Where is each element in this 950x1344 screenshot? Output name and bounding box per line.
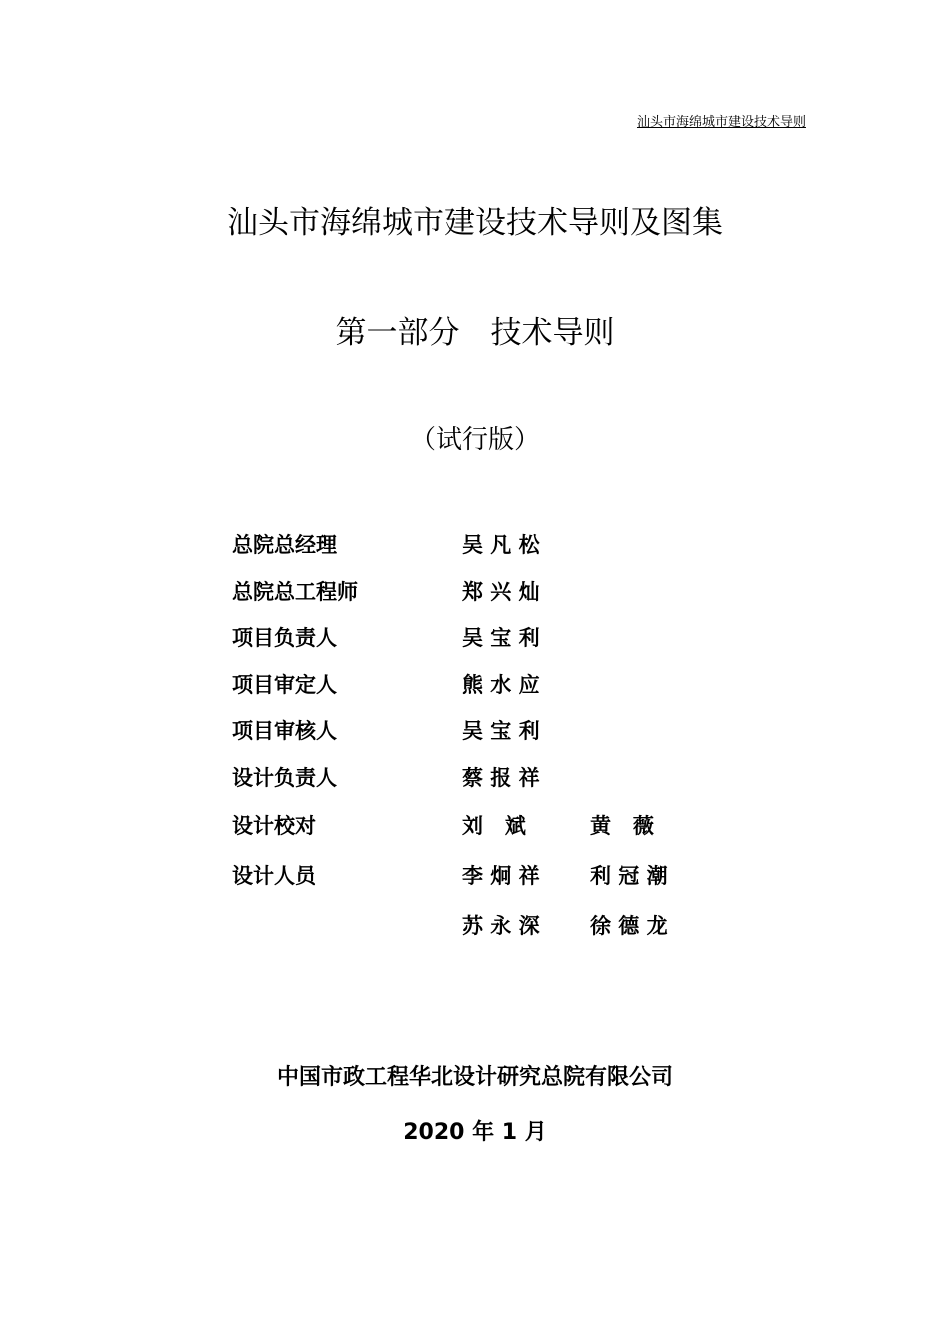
credit-name: 吴 凡 松 xyxy=(462,533,540,558)
credit-row xyxy=(232,614,752,661)
credit-names xyxy=(462,910,718,940)
credits-list xyxy=(232,521,752,950)
credit-row xyxy=(232,754,752,801)
credit-role: 设计人员 xyxy=(232,864,316,888)
credit-name: 郑 兴 灿 xyxy=(462,579,540,604)
credit-names xyxy=(462,715,590,745)
document-subtitle: 第一部分 技术导则 xyxy=(335,315,615,351)
credit-role: 项目负责人 xyxy=(232,626,337,651)
credit-role: 总院总工程师 xyxy=(232,579,358,604)
credit-names xyxy=(462,860,718,890)
credit-row xyxy=(232,900,752,950)
edition-label: （试行版） xyxy=(409,425,540,455)
credit-name: 利 冠 潮 xyxy=(590,864,668,888)
credit-name: 蔡 报 祥 xyxy=(462,765,540,790)
credit-row xyxy=(232,707,752,754)
publication-date: 2020 年 1 月 xyxy=(403,1120,547,1145)
credit-name: 徐 德 龙 xyxy=(590,914,668,938)
credit-names xyxy=(462,529,590,559)
running-header: 汕头市海绵城市建设技术导则 xyxy=(636,115,806,130)
credit-name: 黄 薇 xyxy=(590,814,654,838)
credit-names xyxy=(462,810,718,840)
document-title: 汕头市海绵城市建设技术导则及图集 xyxy=(227,205,723,241)
credit-names xyxy=(462,762,590,792)
credit-row xyxy=(232,661,752,708)
credit-role: 项目审定人 xyxy=(232,672,337,697)
credit-row xyxy=(232,800,752,850)
credit-name: 苏 永 深 xyxy=(462,914,540,938)
credit-names xyxy=(462,622,590,652)
credit-role: 设计负责人 xyxy=(232,765,337,790)
credit-role: 设计校对 xyxy=(232,814,316,838)
credit-role: 总院总经理 xyxy=(232,533,337,558)
credit-name: 刘 斌 xyxy=(462,814,526,838)
credit-row xyxy=(232,521,752,568)
organization-name: 中国市政工程华北设计研究总院有限公司 xyxy=(276,1065,673,1090)
credit-name: 熊 水 应 xyxy=(462,672,540,697)
credit-names xyxy=(462,669,590,699)
credit-names xyxy=(462,576,590,606)
credit-row xyxy=(232,568,752,615)
credit-role: 项目审核人 xyxy=(232,719,337,744)
credit-row xyxy=(232,850,752,900)
credit-name: 吴 宝 利 xyxy=(462,626,540,651)
credit-name: 吴 宝 利 xyxy=(462,719,540,744)
credit-name: 李 炯 祥 xyxy=(462,864,540,888)
